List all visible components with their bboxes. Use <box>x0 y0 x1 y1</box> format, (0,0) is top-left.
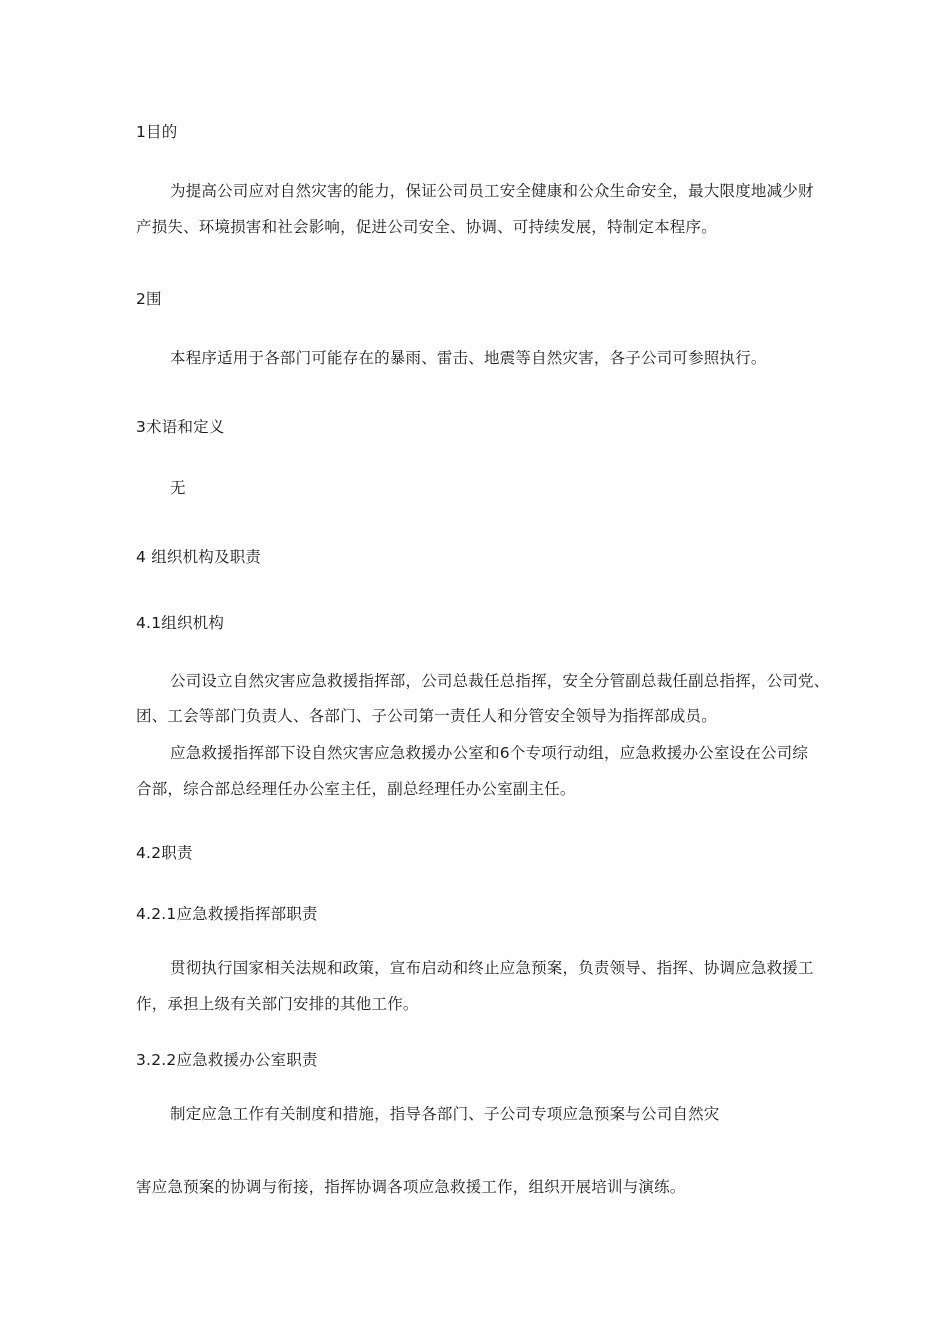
section-4-1-paragraph-1-line-1: 公司设立自然灾害应急救援指挥部，公司总裁任总指挥，安全分管副总裁任副总指挥，公司党、 <box>170 672 830 690</box>
section-4-1-paragraph-2-line-2: 合部，综合部总经理任办公室主任，副总经理任办公室副主任。 <box>136 780 576 798</box>
section-4-1-paragraph-2-line-1: 应急救援指挥部下设自然灾害应急救援办公室和6个专项行动组，应急救援办公室设在公司综 <box>170 744 809 762</box>
section-4-1-paragraph-1-line-2: 团、工会等部门负责人、各部门、子公司第一责任人和分管安全领导为指挥部成员。 <box>136 707 717 725</box>
section-3-heading: 3术语和定义 <box>136 418 225 436</box>
section-4-2-1-paragraph-line-1: 贯彻执行国家相关法规和政策，宣布启动和终止应急预案，负责领导、指挥、协调应急救援工 <box>170 959 814 977</box>
section-3-2-2-heading: 3.2.2应急救援办公室职责 <box>136 1051 318 1069</box>
section-2-paragraph: 本程序适用于各部门可能存在的暴雨、雷击、地震等自然灾害，各子公司可参照执行。 <box>170 349 767 367</box>
section-4-2-1-paragraph-line-2: 作，承担上级有关部门安排的其他工作。 <box>136 995 419 1013</box>
section-3-2-2-paragraph-line-2: 害应急预案的协调与衔接，指挥协调各项应急救援工作，组织开展培训与演练。 <box>136 1178 686 1196</box>
section-1-paragraph-line-1: 为提高公司应对自然灾害的能力，保证公司员工安全健康和公众生命安全，最大限度地减少财 <box>170 182 814 200</box>
section-3-paragraph: 无 <box>170 479 186 497</box>
section-4-heading: 4 组织机构及职责 <box>136 548 262 566</box>
section-2-heading: 2围 <box>136 290 162 308</box>
section-1-heading: 1目的 <box>136 123 178 141</box>
section-4-2-1-heading: 4.2.1应急救援指挥部职责 <box>136 905 318 923</box>
section-1-paragraph-line-2: 产损失、环境损害和社会影响，促进公司安全、协调、可持续发展，特制定本程序。 <box>136 218 717 236</box>
section-3-2-2-paragraph-line-1: 制定应急工作有关制度和措施，指导各部门、子公司专项应急预案与公司自然灾 <box>170 1105 720 1123</box>
section-4-1-heading: 4.1组织机构 <box>136 614 225 632</box>
section-4-2-heading: 4.2职责 <box>136 844 193 862</box>
